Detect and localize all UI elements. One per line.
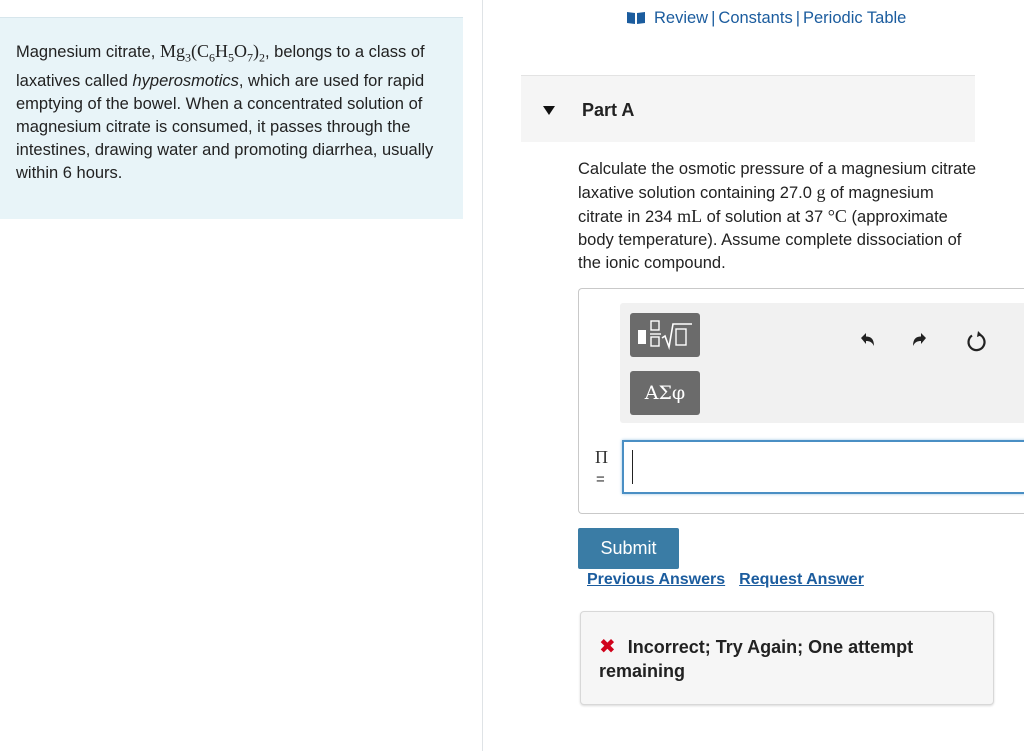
answer-input[interactable] [622, 440, 1024, 494]
formula-o: O [234, 41, 247, 61]
unit-celsius: °C [827, 206, 847, 226]
question-text-part: of solution at 37 [702, 208, 828, 226]
question-text-part: (approximate body temperature). Assume complete dissociation of the ionic compound. [578, 208, 962, 272]
formula-sub: 2 [259, 50, 265, 65]
separator: | [711, 9, 716, 27]
greek-symbols-button[interactable]: ΑΣφ [630, 371, 700, 415]
intro-text [16, 40, 452, 185]
fraction-root-icon [634, 318, 696, 352]
question-text [578, 158, 978, 275]
part-title: Part A [582, 100, 635, 120]
book-icon [626, 11, 646, 25]
formula-sub: 6 [209, 50, 215, 65]
header-links [626, 9, 906, 28]
separator: | [795, 9, 800, 27]
intro-italic-term: hyperosmotics [132, 71, 239, 90]
constants-link[interactable]: Constants [718, 9, 793, 27]
equals-label: = [596, 471, 605, 488]
x-icon: ✖ [599, 636, 616, 658]
intro-text-part: , which are used for rapid emptying of the bowel. When a concentrated solution of magnesium citrate is consumed, it passes through the intestines, drawing water and promoting diarrhea, usually within 6 hours. [16, 71, 434, 182]
question-text-part: of magnesium citrate in 234 [578, 184, 934, 226]
formula-mg: Mg [159, 41, 185, 61]
intro-panel [0, 17, 463, 219]
math-toolbar [620, 303, 1024, 423]
question-text-part: Calculate the osmotic pressure of a magnesium citrate laxative solution containing 27.0 [578, 160, 977, 202]
part-header[interactable] [521, 75, 975, 142]
formula-sub: 3 [185, 50, 191, 65]
unit-ml: mL [677, 206, 703, 226]
panel-divider [482, 0, 483, 751]
text-caret [632, 450, 633, 484]
variable-label: Π [595, 447, 608, 467]
feedback-message [599, 635, 979, 683]
undo-icon[interactable] [855, 329, 879, 353]
submit-button[interactable]: Submit [578, 528, 679, 569]
previous-answers-link[interactable]: Previous Answers [587, 571, 726, 588]
formula-close: ) [253, 41, 259, 61]
math-template-button[interactable] [630, 313, 700, 357]
reset-icon[interactable] [964, 329, 988, 353]
intro-text-part: , belongs to a class of laxatives called [16, 43, 425, 90]
feedback-box [580, 611, 994, 705]
formula-sub: 5 [228, 50, 234, 65]
unit-g: g [816, 182, 826, 202]
formula-h: H [215, 41, 228, 61]
request-answer-link[interactable]: Request Answer [739, 571, 864, 588]
intro-text-part: Magnesium citrate, [16, 43, 160, 61]
chemical-formula [159, 41, 265, 65]
review-link[interactable]: Review [654, 9, 709, 27]
redo-icon[interactable] [908, 329, 932, 353]
answer-links [587, 571, 878, 589]
periodic-table-link[interactable]: Periodic Table [803, 9, 907, 27]
feedback-text: Incorrect; Try Again; One attempt remaining [599, 637, 914, 681]
formula-c: (C [191, 41, 209, 61]
collapse-triangle-icon[interactable] [543, 106, 555, 115]
formula-sub: 7 [247, 50, 253, 65]
answer-box [578, 288, 1024, 514]
